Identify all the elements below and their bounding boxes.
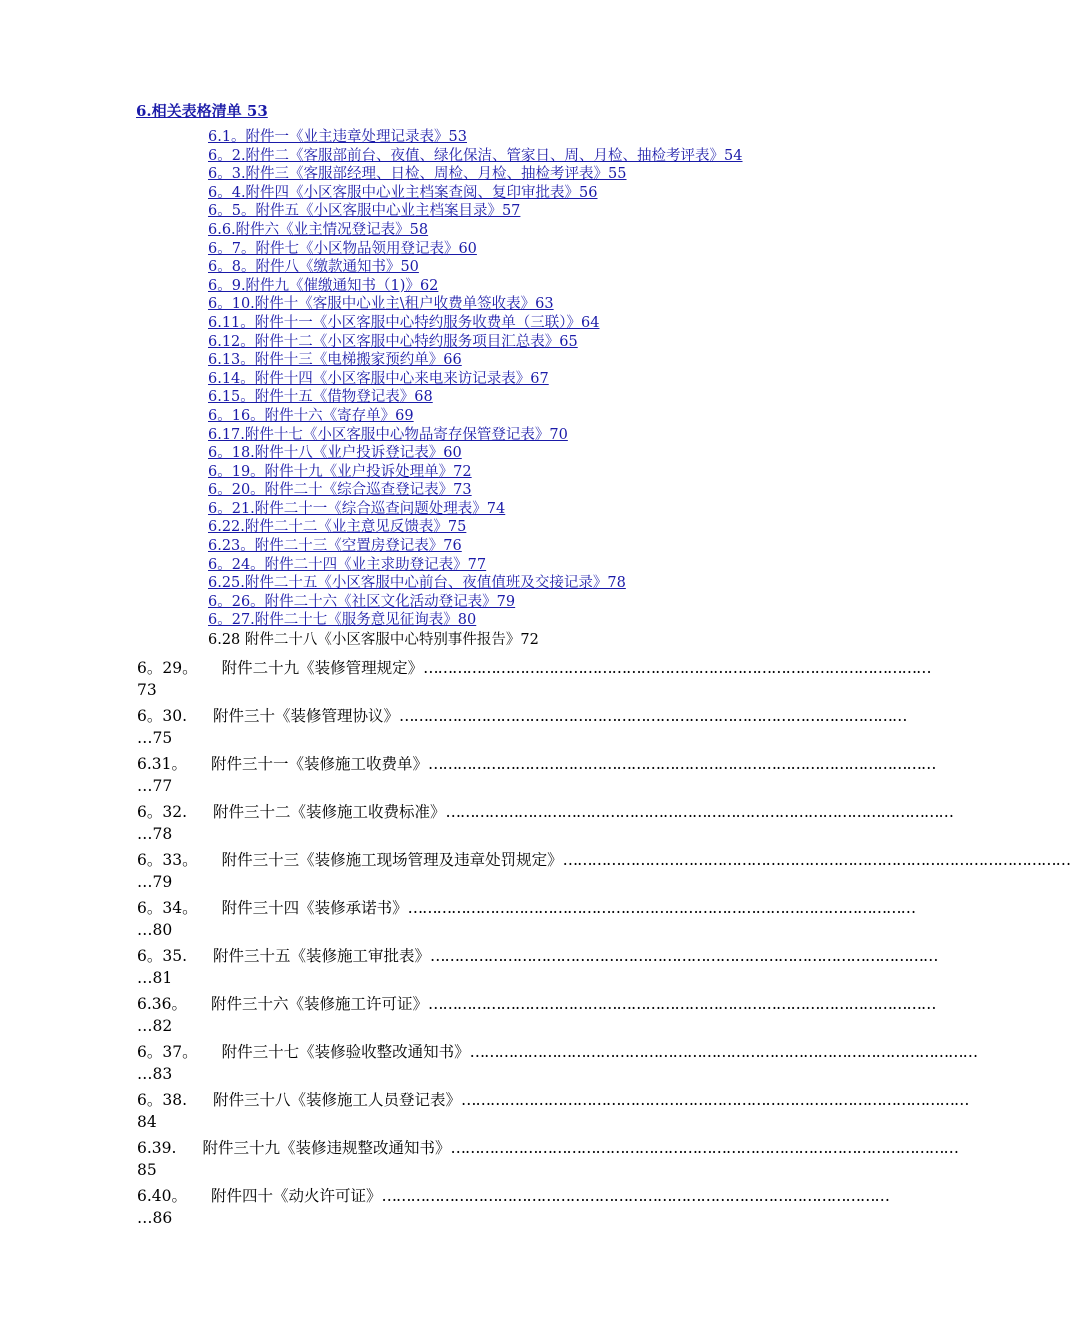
entry-number: 6。33。 bbox=[137, 851, 198, 869]
toc-link[interactable]: 6.6.附件六《业主情况登记表》58 bbox=[208, 221, 429, 238]
entry-page: …81 bbox=[137, 969, 173, 987]
toc-link[interactable]: 6.12。附件十二《小区客服中心特约服务项目汇总表》65 bbox=[208, 333, 578, 350]
entry-title: 附件三十六《装修施工许可证》 bbox=[211, 995, 429, 1013]
entry-number: 6.36。 bbox=[137, 995, 188, 1013]
entry-number: 6。35. bbox=[137, 947, 188, 965]
entry-page: …80 bbox=[137, 921, 173, 939]
entry-title: 附件三十三《装修施工现场管理及违章处罚规定》 bbox=[221, 851, 563, 869]
toc-link[interactable]: 6。9.附件九《催缴通知书（1)》62 bbox=[208, 277, 439, 294]
dot-leader: …………………………………………………………………………………………… bbox=[469, 1043, 978, 1061]
dot-leader: …………………………………………………………………………………………… bbox=[399, 707, 907, 725]
toc-link[interactable]: 6。8。附件八《缴款通知书》50 bbox=[208, 259, 419, 276]
toc-entry bbox=[137, 1184, 890, 1232]
toc-link[interactable]: 6。4.附件四《小区客服中心业主档案查阅、复印审批表》56 bbox=[208, 184, 598, 201]
toc-link[interactable]: 6。21.附件二十一《综合巡查问题处理表》74 bbox=[208, 500, 506, 517]
entry-title: 附件三十二《装修施工收费标准》 bbox=[213, 803, 446, 821]
entry-number: 6.39. bbox=[137, 1139, 177, 1157]
toc-entry bbox=[137, 1040, 978, 1088]
dot-leader: …………………………………………………………………………………………… bbox=[381, 1187, 890, 1205]
toc-link[interactable]: 6.23。附件二十三《空置房登记表》76 bbox=[208, 538, 462, 555]
toc-entry bbox=[137, 1136, 958, 1184]
entry-number: 6。29。 bbox=[137, 659, 198, 677]
entry-page: …79 bbox=[137, 873, 173, 891]
entry-title: 附件三十九《装修违规整改通知书》 bbox=[202, 1139, 451, 1157]
toc-plain-item: 6.28 附件二十八《小区客服中心特别事件报告》72 bbox=[208, 632, 539, 649]
toc-link[interactable]: 6。7。附件七《小区物品领用登记表》60 bbox=[208, 240, 477, 257]
dot-leader: …………………………………………………………………………………………… bbox=[445, 803, 954, 821]
dot-leader: …………………………………………………………………………………………… bbox=[562, 851, 1070, 869]
toc-link-list bbox=[208, 128, 743, 650]
dot-leader: …………………………………………………………………………………………… bbox=[407, 899, 916, 917]
dot-leader: …………………………………………………………………………………………… bbox=[423, 659, 931, 677]
toc-link[interactable]: 6。18.附件十八《业户投诉登记表》60 bbox=[208, 445, 462, 462]
entry-title: 附件三十《装修管理协议》 bbox=[213, 707, 400, 725]
dot-leader: …………………………………………………………………………………………… bbox=[428, 755, 936, 773]
toc-link[interactable]: 6。24。附件二十四《业主求助登记表》77 bbox=[208, 556, 487, 573]
entry-title: 附件三十七《装修验收整改通知书》 bbox=[221, 1043, 470, 1061]
entry-number: 6.40。 bbox=[137, 1187, 188, 1205]
toc-entry bbox=[137, 896, 916, 944]
toc-entry bbox=[137, 752, 936, 800]
toc-entry bbox=[137, 704, 907, 752]
toc-entry bbox=[137, 656, 931, 704]
entry-page: 84 bbox=[137, 1113, 157, 1131]
toc-link[interactable]: 6。16。附件十六《寄存单》69 bbox=[208, 407, 414, 424]
entry-title: 附件四十《动火许可证》 bbox=[211, 1187, 382, 1205]
toc-entry bbox=[137, 848, 1070, 896]
toc-link[interactable]: 6.13。附件十三《电梯搬家预约单》66 bbox=[208, 352, 462, 369]
toc-entry bbox=[137, 944, 938, 992]
dot-leader: …………………………………………………………………………………………… bbox=[430, 947, 938, 965]
toc-link[interactable]: 6.14。附件十四《小区客服中心来电来访记录表》67 bbox=[208, 370, 549, 387]
toc-link[interactable]: 6.15。附件十五《借物登记表》68 bbox=[208, 389, 433, 406]
entry-page: …75 bbox=[137, 729, 173, 747]
entry-title: 附件三十八《装修施工人员登记表》 bbox=[213, 1091, 462, 1109]
toc-link[interactable]: 6。19。附件十九《业户投诉处理单》72 bbox=[208, 463, 472, 480]
toc-link[interactable]: 6。3.附件三《客服部经理、日检、周检、月检、抽检考评表》55 bbox=[208, 166, 627, 183]
entry-page: …78 bbox=[137, 825, 173, 843]
entry-page: …82 bbox=[137, 1017, 173, 1035]
entry-title: 附件三十四《装修承诺书》 bbox=[221, 899, 408, 917]
entry-title: 附件三十五《装修施工审批表》 bbox=[213, 947, 431, 965]
toc-link[interactable]: 6.22.附件二十二《业主意见反馈表》75 bbox=[208, 519, 467, 536]
toc-link[interactable]: 6。5。附件五《小区客服中心业主档案目录》57 bbox=[208, 203, 521, 220]
entry-page: 85 bbox=[137, 1161, 157, 1179]
toc-entry bbox=[137, 800, 954, 848]
entry-page: …86 bbox=[137, 1209, 173, 1227]
entry-number: 6。30. bbox=[137, 707, 188, 725]
toc-link[interactable]: 6。2.附件二《客服部前台、夜值、绿化保洁、管家日、周、月检、抽检考评表》54 bbox=[208, 147, 743, 164]
entry-page: …77 bbox=[137, 777, 173, 795]
entry-number: 6。38. bbox=[137, 1091, 188, 1109]
entry-title: 附件二十九《装修管理规定》 bbox=[221, 659, 424, 677]
toc-heading-link[interactable]: 6.相关表格清单 53 bbox=[136, 102, 268, 120]
toc-link[interactable]: 6.1。附件一《业主违章处理记录表》53 bbox=[208, 129, 468, 145]
toc-link[interactable]: 6.11。附件十一《小区客服中心特约服务收费单（三联）》64 bbox=[208, 314, 600, 331]
dot-leader: …………………………………………………………………………………………… bbox=[450, 1139, 958, 1157]
dot-leader: …………………………………………………………………………………………… bbox=[461, 1091, 969, 1109]
dot-leader: …………………………………………………………………………………………… bbox=[428, 995, 936, 1013]
toc-entry bbox=[137, 1088, 969, 1136]
toc-link[interactable]: 6.17.附件十七《小区客服中心物品寄存保管登记表》70 bbox=[208, 426, 568, 443]
toc-link[interactable]: 6。20。附件二十《综合巡查登记表》73 bbox=[208, 482, 472, 499]
toc-link[interactable]: 6.25.附件二十五《小区客服中心前台、夜值值班及交接记录》78 bbox=[208, 575, 626, 592]
entry-number: 6。32. bbox=[137, 803, 188, 821]
entry-title: 附件三十一《装修施工收费单》 bbox=[211, 755, 429, 773]
toc-link[interactable]: 6。27.附件二十七《服务意见征询表》80 bbox=[208, 612, 477, 629]
toc-entry bbox=[137, 992, 936, 1040]
toc-link[interactable]: 6。10.附件十《客服中心业主\租户收费单签收表》63 bbox=[208, 296, 554, 313]
entry-page: …83 bbox=[137, 1065, 173, 1083]
entry-page: 73 bbox=[137, 681, 157, 699]
entry-number: 6。34。 bbox=[137, 899, 198, 917]
entry-number: 6。37。 bbox=[137, 1043, 198, 1061]
toc-link[interactable]: 6。26。附件二十六《社区文化活动登记表》79 bbox=[208, 593, 516, 610]
entry-number: 6.31。 bbox=[137, 755, 188, 773]
toc-entry-list bbox=[137, 656, 1070, 1232]
